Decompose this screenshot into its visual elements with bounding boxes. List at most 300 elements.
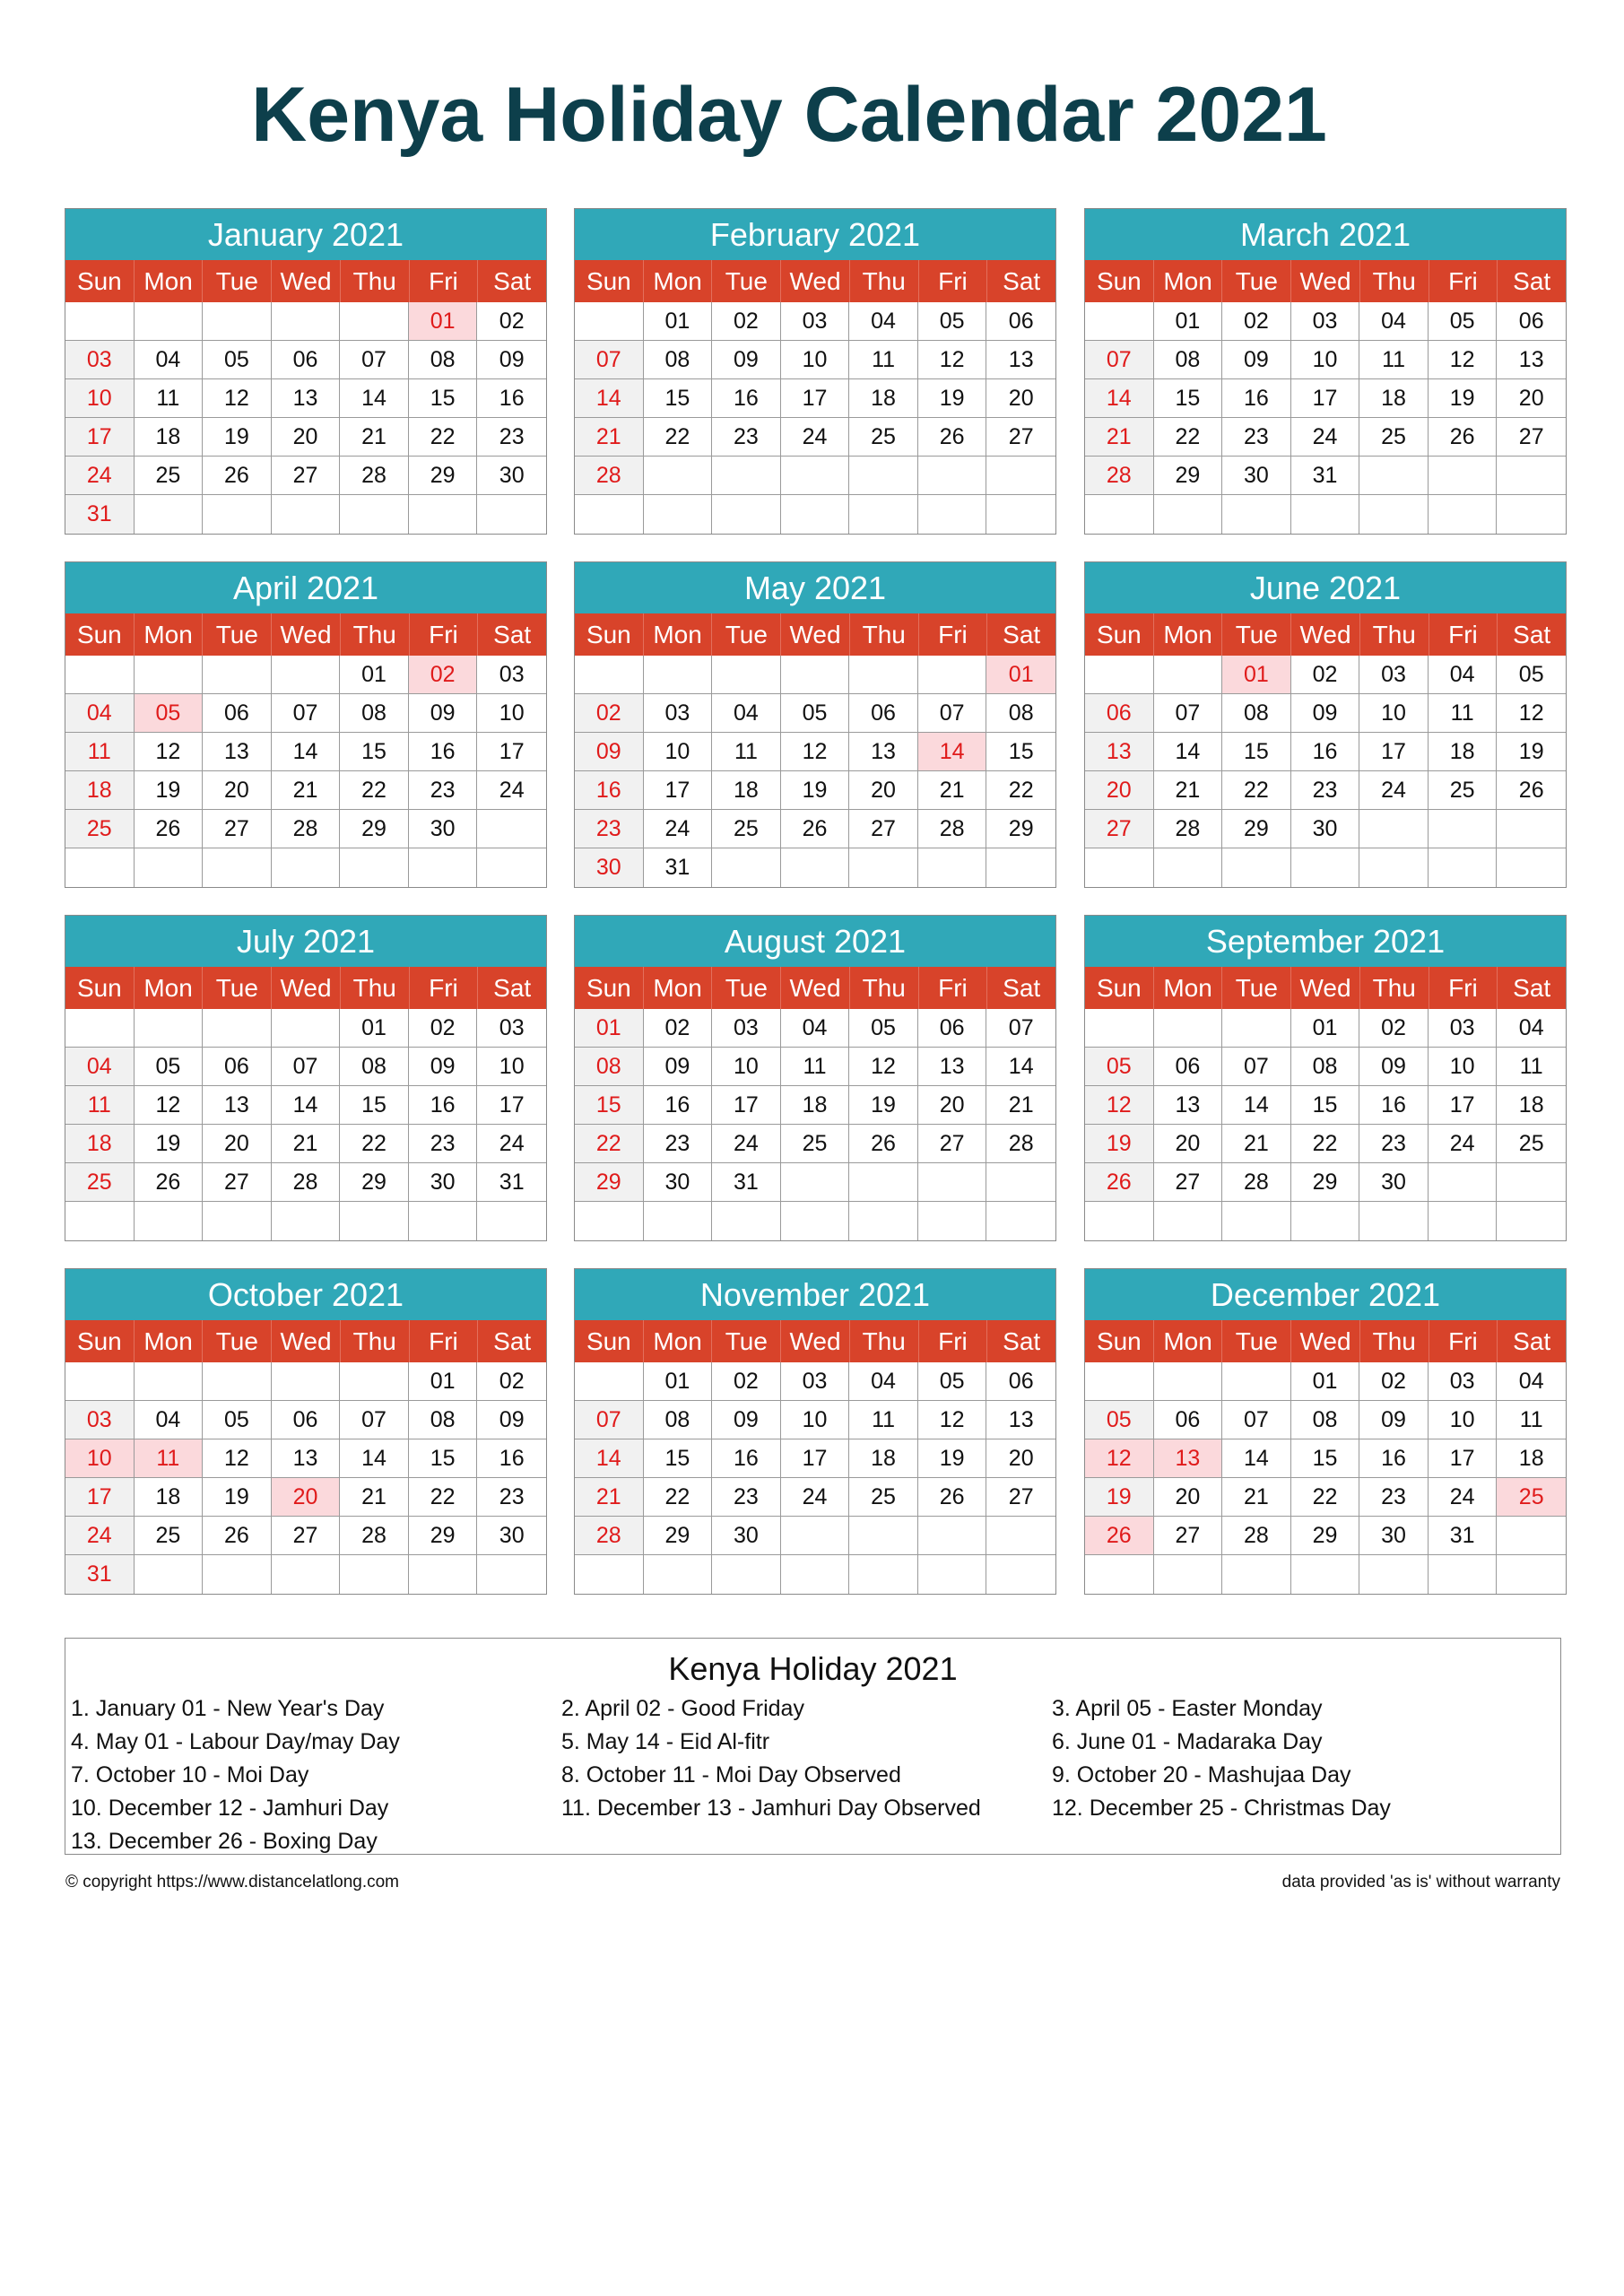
- empty-day-cell: [986, 1517, 1055, 1555]
- day-cell: 20: [986, 1439, 1055, 1478]
- day-cell: 21: [340, 1478, 409, 1517]
- day-cell: 13: [203, 1086, 272, 1125]
- empty-day-cell: [849, 656, 918, 694]
- holiday-list-item: 12. December 25 - Christmas Day: [1052, 1796, 1391, 1821]
- empty-day-cell: [340, 1362, 409, 1401]
- day-grid: [1085, 656, 1566, 887]
- day-cell: 03: [644, 694, 713, 733]
- day-cell: 19: [918, 379, 987, 418]
- day-cell: 17: [781, 379, 850, 418]
- day-cell: 23: [712, 1478, 781, 1517]
- day-cell: 08: [409, 1401, 478, 1439]
- empty-day-cell: [477, 848, 546, 887]
- day-cell: 19: [135, 1125, 204, 1163]
- day-cell: 14: [1222, 1086, 1291, 1125]
- weekday-label: Sun: [575, 967, 644, 1009]
- day-cell: 22: [409, 1478, 478, 1517]
- empty-day-cell: [272, 848, 341, 887]
- weekday-label: Mon: [644, 1320, 713, 1362]
- empty-day-cell: [340, 495, 409, 534]
- holiday-list-item: 3. April 05 - Easter Monday: [1052, 1696, 1323, 1721]
- day-cell: 17: [65, 1478, 135, 1517]
- day-cell: 17: [477, 1086, 546, 1125]
- day-cell: 02: [644, 1009, 713, 1048]
- day-cell: 03: [1429, 1009, 1498, 1048]
- day-cell: 24: [1359, 771, 1429, 810]
- empty-day-cell: [918, 1555, 987, 1594]
- day-cell: 09: [1359, 1048, 1429, 1086]
- empty-day-cell: [986, 848, 1055, 887]
- day-cell: 02: [409, 1009, 478, 1048]
- weekday-label: Fri: [410, 613, 479, 656]
- day-cell: 12: [135, 1086, 204, 1125]
- empty-day-cell: [986, 495, 1055, 534]
- empty-day-cell: [1497, 1517, 1566, 1555]
- empty-day-cell: [986, 457, 1055, 495]
- weekday-label: Wed: [781, 1320, 850, 1362]
- weekday-label: Tue: [203, 613, 272, 656]
- month-title: June 2021: [1085, 562, 1566, 613]
- day-cell: 31: [1291, 457, 1360, 495]
- empty-day-cell: [1291, 1555, 1360, 1594]
- day-cell: 06: [849, 694, 918, 733]
- empty-day-cell: [1085, 495, 1154, 534]
- day-cell: 25: [1497, 1125, 1566, 1163]
- day-cell: 16: [644, 1086, 713, 1125]
- weekday-label: Mon: [1154, 967, 1223, 1009]
- day-cell: 24: [1429, 1478, 1498, 1517]
- weekday-label: Mon: [135, 967, 204, 1009]
- day-cell: 01: [340, 1009, 409, 1048]
- day-cell: 30: [712, 1517, 781, 1555]
- day-cell: 15: [1291, 1086, 1360, 1125]
- day-cell: 27: [203, 810, 272, 848]
- day-cell: 12: [918, 1401, 987, 1439]
- day-cell: 09: [409, 1048, 478, 1086]
- day-grid: [575, 656, 1055, 887]
- day-cell: 17: [477, 733, 546, 771]
- day-cell: 23: [1291, 771, 1360, 810]
- day-cell: 12: [1429, 341, 1498, 379]
- day-cell: 19: [203, 1478, 272, 1517]
- day-cell: 18: [1429, 733, 1498, 771]
- empty-day-cell: [1497, 495, 1566, 534]
- day-cell: 18: [1497, 1086, 1566, 1125]
- weekday-label: Wed: [1291, 613, 1360, 656]
- weekday-label: Tue: [712, 967, 781, 1009]
- day-cell: 04: [65, 1048, 135, 1086]
- weekday-label: Wed: [781, 613, 850, 656]
- day-cell: 22: [644, 1478, 713, 1517]
- empty-day-cell: [918, 848, 987, 887]
- empty-day-cell: [1222, 1202, 1291, 1240]
- empty-day-cell: [712, 1202, 781, 1240]
- day-cell: 11: [1497, 1048, 1566, 1086]
- day-cell: 06: [1085, 694, 1154, 733]
- empty-day-cell: [575, 1202, 644, 1240]
- day-cell: 24: [712, 1125, 781, 1163]
- day-cell: 20: [1154, 1478, 1223, 1517]
- empty-day-cell: [1429, 1202, 1498, 1240]
- empty-day-cell: [272, 1555, 341, 1594]
- day-cell: 09: [644, 1048, 713, 1086]
- day-cell: 15: [644, 1439, 713, 1478]
- day-cell: 02: [712, 302, 781, 341]
- day-cell: 16: [477, 1439, 546, 1478]
- day-cell: 07: [272, 694, 341, 733]
- empty-day-cell: [781, 1202, 850, 1240]
- day-cell: 19: [1497, 733, 1566, 771]
- day-cell: 15: [986, 733, 1055, 771]
- day-cell: 14: [340, 1439, 409, 1478]
- day-cell: 06: [1497, 302, 1566, 341]
- day-cell: 15: [1291, 1439, 1360, 1478]
- day-cell: 13: [986, 341, 1055, 379]
- day-cell: 29: [1291, 1163, 1360, 1202]
- day-cell: 03: [477, 656, 546, 694]
- day-cell: 28: [575, 457, 644, 495]
- day-cell: 08: [644, 1401, 713, 1439]
- day-cell: 27: [849, 810, 918, 848]
- empty-day-cell: [1359, 848, 1429, 887]
- day-cell: 20: [918, 1086, 987, 1125]
- month-calendar: [65, 208, 547, 535]
- day-cell: 30: [1222, 457, 1291, 495]
- weekday-label: Sat: [1513, 621, 1551, 648]
- empty-day-cell: [135, 302, 204, 341]
- day-cell: 29: [1154, 457, 1223, 495]
- day-cell: 13: [849, 733, 918, 771]
- day-cell: 19: [849, 1086, 918, 1125]
- day-cell: 18: [849, 1439, 918, 1478]
- day-grid: [575, 302, 1055, 534]
- weekday-label: Sat: [493, 267, 532, 295]
- empty-day-cell: [203, 495, 272, 534]
- weekday-label: Thu: [341, 613, 410, 656]
- month-title: August 2021: [575, 916, 1055, 967]
- empty-day-cell: [1222, 1362, 1291, 1401]
- empty-day-cell: [477, 1555, 546, 1594]
- empty-day-cell: [712, 457, 781, 495]
- day-cell: 05: [135, 1048, 204, 1086]
- weekday-label: Tue: [203, 967, 272, 1009]
- weekday-label: Fri: [1429, 613, 1498, 656]
- weekday-label: Thu: [1360, 1320, 1429, 1362]
- day-cell: 02: [1222, 302, 1291, 341]
- day-cell: 14: [986, 1048, 1055, 1086]
- day-cell: 30: [1359, 1163, 1429, 1202]
- day-cell: 27: [1497, 418, 1566, 457]
- weekday-label: Tue: [1222, 967, 1291, 1009]
- weekday-label: Fri: [410, 260, 479, 302]
- empty-day-cell: [918, 656, 987, 694]
- day-cell: 24: [65, 457, 135, 495]
- holiday-list-title: Kenya Holiday 2021: [668, 1650, 958, 1687]
- month-calendar: [65, 561, 547, 888]
- day-cell: 08: [1291, 1048, 1360, 1086]
- month-title: July 2021: [65, 916, 546, 967]
- day-grid: [65, 1009, 546, 1240]
- empty-day-cell: [135, 656, 204, 694]
- empty-day-cell: [203, 302, 272, 341]
- day-cell: 22: [340, 1125, 409, 1163]
- day-cell: 30: [477, 1517, 546, 1555]
- day-cell: 25: [849, 1478, 918, 1517]
- day-cell: 11: [1497, 1401, 1566, 1439]
- empty-day-cell: [340, 848, 409, 887]
- day-cell: 13: [986, 1401, 1055, 1439]
- day-cell: 22: [1222, 771, 1291, 810]
- empty-day-cell: [203, 1555, 272, 1594]
- empty-day-cell: [1222, 1555, 1291, 1594]
- day-cell: 01: [1291, 1362, 1360, 1401]
- day-cell: 01: [986, 656, 1055, 694]
- month-title: February 2021: [575, 209, 1055, 260]
- empty-day-cell: [1154, 1202, 1223, 1240]
- weekday-label: Sun: [65, 260, 135, 302]
- empty-day-cell: [1085, 1555, 1154, 1594]
- day-cell: 25: [1429, 771, 1498, 810]
- day-cell: 10: [781, 1401, 850, 1439]
- day-cell: 05: [849, 1009, 918, 1048]
- day-cell: 20: [272, 418, 341, 457]
- empty-day-cell: [986, 1202, 1055, 1240]
- day-cell: 05: [918, 1362, 987, 1401]
- day-cell: 27: [1085, 810, 1154, 848]
- day-cell: 08: [575, 1048, 644, 1086]
- day-cell: 02: [1359, 1362, 1429, 1401]
- day-cell: 18: [135, 418, 204, 457]
- day-cell: 27: [1154, 1163, 1223, 1202]
- day-cell: 07: [272, 1048, 341, 1086]
- weekday-header-row: [1085, 613, 1566, 656]
- empty-day-cell: [340, 302, 409, 341]
- day-cell: 03: [1291, 302, 1360, 341]
- day-cell: 28: [1222, 1163, 1291, 1202]
- weekday-label: Sat: [1003, 1327, 1041, 1355]
- day-cell: 04: [849, 302, 918, 341]
- day-cell: 04: [1359, 302, 1429, 341]
- day-cell: 12: [849, 1048, 918, 1086]
- empty-day-cell: [65, 1362, 135, 1401]
- day-cell: 14: [1085, 379, 1154, 418]
- day-cell: 16: [409, 1086, 478, 1125]
- day-cell: 05: [918, 302, 987, 341]
- empty-day-cell: [849, 848, 918, 887]
- day-cell: 11: [712, 733, 781, 771]
- day-cell: 26: [849, 1125, 918, 1163]
- empty-day-cell: [918, 1163, 987, 1202]
- day-cell: 28: [340, 1517, 409, 1555]
- day-cell: 10: [65, 379, 135, 418]
- day-cell: 10: [1359, 694, 1429, 733]
- day-cell: 21: [272, 1125, 341, 1163]
- day-grid: [1085, 302, 1566, 534]
- weekday-header-row: [575, 613, 1055, 656]
- day-cell: 02: [477, 302, 546, 341]
- day-cell: 10: [712, 1048, 781, 1086]
- weekday-label: Tue: [712, 260, 781, 302]
- empty-day-cell: [203, 1362, 272, 1401]
- day-cell: 04: [781, 1009, 850, 1048]
- day-cell: 11: [65, 1086, 135, 1125]
- empty-day-cell: [340, 1202, 409, 1240]
- day-cell: 13: [1085, 733, 1154, 771]
- day-cell: 18: [65, 1125, 135, 1163]
- empty-day-cell: [575, 656, 644, 694]
- day-cell: 10: [1291, 341, 1360, 379]
- day-cell: 25: [65, 810, 135, 848]
- empty-day-cell: [477, 1202, 546, 1240]
- day-cell: 29: [1291, 1517, 1360, 1555]
- day-cell: 21: [1222, 1125, 1291, 1163]
- day-cell: 05: [781, 694, 850, 733]
- day-cell: 04: [1429, 656, 1498, 694]
- day-cell: 15: [409, 379, 478, 418]
- day-cell: 02: [1359, 1009, 1429, 1048]
- day-cell: 22: [1291, 1478, 1360, 1517]
- day-cell: 30: [1291, 810, 1360, 848]
- empty-day-cell: [409, 1202, 478, 1240]
- day-cell: 09: [409, 694, 478, 733]
- empty-day-cell: [65, 848, 135, 887]
- weekday-label: Thu: [341, 1320, 410, 1362]
- day-cell: 07: [986, 1009, 1055, 1048]
- weekday-header-row: [575, 260, 1055, 302]
- day-cell: 05: [135, 694, 204, 733]
- weekday-label: Thu: [1360, 260, 1429, 302]
- day-cell: 14: [272, 733, 341, 771]
- month-calendar: [574, 1268, 1056, 1595]
- empty-day-cell: [575, 495, 644, 534]
- day-cell: 24: [1429, 1125, 1498, 1163]
- day-cell: 05: [203, 1401, 272, 1439]
- day-cell: 06: [203, 694, 272, 733]
- empty-day-cell: [135, 1009, 204, 1048]
- day-grid: [65, 656, 546, 887]
- day-cell: 05: [1497, 656, 1566, 694]
- holiday-list-item: 4. May 01 - Labour Day/may Day: [71, 1729, 400, 1754]
- day-cell: 24: [781, 418, 850, 457]
- empty-day-cell: [272, 302, 341, 341]
- day-cell: 27: [203, 1163, 272, 1202]
- weekday-header-row: [65, 260, 546, 302]
- day-cell: 11: [65, 733, 135, 771]
- month-calendar: [65, 1268, 547, 1595]
- warranty-text: data provided 'as is' without warranty: [1281, 1873, 1560, 1892]
- day-cell: 23: [409, 1125, 478, 1163]
- weekday-label: Sat: [493, 621, 532, 648]
- day-cell: 12: [203, 1439, 272, 1478]
- day-cell: 22: [986, 771, 1055, 810]
- weekday-label: Mon: [1154, 260, 1223, 302]
- empty-day-cell: [849, 1202, 918, 1240]
- weekday-label: Sun: [65, 967, 135, 1009]
- weekday-label: Wed: [781, 260, 850, 302]
- day-cell: 09: [477, 341, 546, 379]
- day-cell: 23: [1222, 418, 1291, 457]
- day-cell: 27: [986, 1478, 1055, 1517]
- day-cell: 17: [781, 1439, 850, 1478]
- day-cell: 29: [986, 810, 1055, 848]
- day-cell: 05: [1429, 302, 1498, 341]
- month-title: October 2021: [65, 1269, 546, 1320]
- day-cell: 28: [918, 810, 987, 848]
- day-cell: 25: [135, 1517, 204, 1555]
- page-title: Kenya Holiday Calendar 2021: [251, 72, 1327, 158]
- day-cell: 20: [203, 771, 272, 810]
- empty-day-cell: [712, 1555, 781, 1594]
- holiday-list-panel: [65, 1638, 1561, 1855]
- day-cell: 04: [65, 694, 135, 733]
- day-cell: 18: [712, 771, 781, 810]
- empty-day-cell: [409, 848, 478, 887]
- day-cell: 29: [340, 1163, 409, 1202]
- day-cell: 27: [1154, 1517, 1223, 1555]
- day-cell: 20: [1154, 1125, 1223, 1163]
- day-cell: 16: [1291, 733, 1360, 771]
- day-cell: 28: [272, 1163, 341, 1202]
- weekday-label: Tue: [712, 1320, 781, 1362]
- day-cell: 16: [1359, 1439, 1429, 1478]
- day-cell: 15: [340, 733, 409, 771]
- weekday-label: Sat: [493, 1327, 532, 1355]
- day-cell: 19: [1429, 379, 1498, 418]
- weekday-label: Mon: [644, 613, 713, 656]
- day-cell: 04: [1497, 1362, 1566, 1401]
- empty-day-cell: [1497, 848, 1566, 887]
- weekday-label: Thu: [1360, 967, 1429, 1009]
- weekday-label: Tue: [1222, 260, 1291, 302]
- month-calendar: [65, 915, 547, 1241]
- day-cell: 21: [340, 418, 409, 457]
- empty-day-cell: [712, 495, 781, 534]
- day-cell: 11: [135, 1439, 204, 1478]
- empty-day-cell: [1429, 810, 1498, 848]
- day-cell: 13: [272, 379, 341, 418]
- weekday-label: Mon: [644, 967, 713, 1009]
- day-cell: 15: [409, 1439, 478, 1478]
- day-cell: 19: [781, 771, 850, 810]
- holiday-list: [65, 1692, 1560, 1858]
- day-cell: 17: [1429, 1086, 1498, 1125]
- weekday-label: Wed: [272, 1320, 341, 1362]
- holiday-list-item: 5. May 14 - Eid Al-fitr: [561, 1729, 770, 1754]
- weekday-label: Thu: [850, 260, 919, 302]
- empty-day-cell: [1154, 1362, 1223, 1401]
- day-cell: 19: [1085, 1478, 1154, 1517]
- day-cell: 30: [1359, 1517, 1429, 1555]
- day-cell: 23: [1359, 1478, 1429, 1517]
- weekday-label: Fri: [1429, 967, 1498, 1009]
- day-cell: 26: [135, 810, 204, 848]
- day-cell: 03: [65, 341, 135, 379]
- day-cell: 26: [1085, 1517, 1154, 1555]
- day-cell: 19: [918, 1439, 987, 1478]
- day-cell: 24: [477, 771, 546, 810]
- day-cell: 15: [340, 1086, 409, 1125]
- day-cell: 07: [918, 694, 987, 733]
- day-cell: 27: [918, 1125, 987, 1163]
- day-cell: 03: [712, 1009, 781, 1048]
- day-cell: 23: [477, 418, 546, 457]
- day-cell: 29: [575, 1163, 644, 1202]
- weekday-label: Sun: [575, 613, 644, 656]
- day-cell: 02: [477, 1362, 546, 1401]
- day-cell: 23: [712, 418, 781, 457]
- weekday-label: Mon: [135, 1320, 204, 1362]
- day-cell: 14: [272, 1086, 341, 1125]
